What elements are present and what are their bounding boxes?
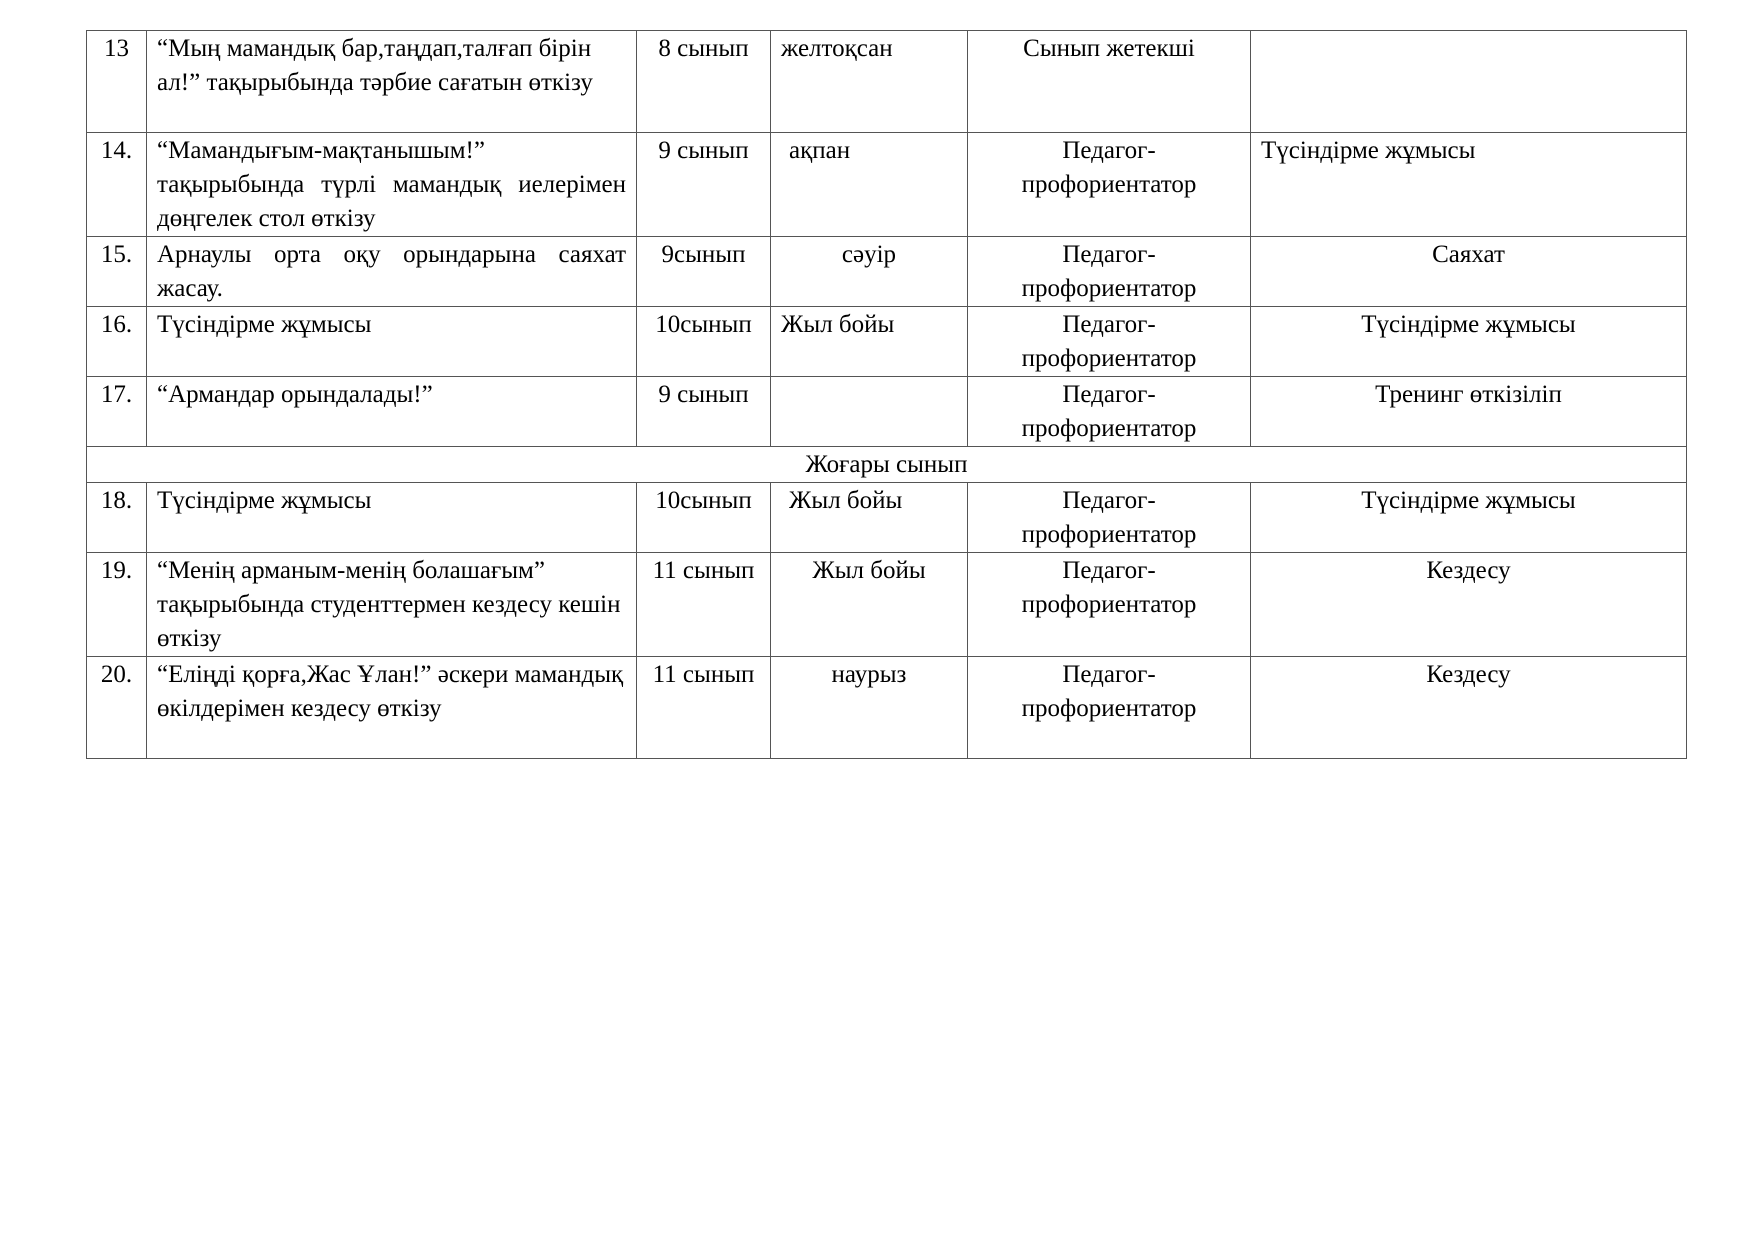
responsible-cell: Педагог-профориентатор [968, 377, 1251, 447]
form-cell: Кездесу [1251, 657, 1687, 759]
event-topic: “Еліңді қорға,Жас Ұлан!” әскери мамандық өкілдерімен кездесу өткізу [147, 657, 637, 759]
form-cell [1251, 31, 1687, 133]
table-row [87, 133, 1687, 237]
table-row [87, 237, 1687, 307]
row-number: 15. [87, 237, 147, 307]
time-cell: Жыл бойы [771, 483, 968, 553]
row-number: 17. [87, 377, 147, 447]
form-cell: Түсіндірме жұмысы [1251, 483, 1687, 553]
table-row [87, 553, 1687, 657]
section-header-row [87, 447, 1687, 483]
time-cell: наурыз [771, 657, 968, 759]
event-topic: “Менің арманым-менің болашағым” тақырыбында студенттермен кездесу кешін өткізу [147, 553, 637, 657]
grade-cell: 11 сынып [637, 553, 771, 657]
event-topic: Түсіндірме жұмысы [147, 483, 637, 553]
responsible-cell: Педагог-профориентатор [968, 133, 1251, 237]
responsible-cell: Педагог-профориентатор [968, 553, 1251, 657]
form-cell: Түсіндірме жұмысы [1251, 133, 1687, 237]
row-number: 16. [87, 307, 147, 377]
row-number: 18. [87, 483, 147, 553]
grade-cell: 9 сынып [637, 133, 771, 237]
document-page [86, 30, 1687, 759]
event-topic: “Мамандығым-мақтанышым!” тақырыбында түрлі мамандық иелерімен дөңгелек стол өткізу [147, 133, 637, 237]
table-row [87, 483, 1687, 553]
table-row [87, 377, 1687, 447]
time-cell: желтоқсан [771, 31, 968, 133]
row-number: 20. [87, 657, 147, 759]
table-row [87, 31, 1687, 133]
form-cell: Тренинг өткізіліп [1251, 377, 1687, 447]
row-number: 14. [87, 133, 147, 237]
grade-cell: 9 сынып [637, 377, 771, 447]
career-guidance-plan-table [86, 30, 1687, 759]
event-topic: Түсіндірме жұмысы [147, 307, 637, 377]
event-topic: “Армандар орындалады!” [147, 377, 637, 447]
grade-cell: 10сынып [637, 307, 771, 377]
responsible-cell: Сынып жетекші [968, 31, 1251, 133]
form-cell: Түсіндірме жұмысы [1251, 307, 1687, 377]
responsible-cell: Педагог-профориентатор [968, 657, 1251, 759]
responsible-cell: Педагог-профориентатор [968, 483, 1251, 553]
table-row [87, 307, 1687, 377]
responsible-cell: Педагог-профориентатор [968, 237, 1251, 307]
grade-cell: 10сынып [637, 483, 771, 553]
time-cell: сәуір [771, 237, 968, 307]
time-cell: ақпан [771, 133, 968, 237]
grade-cell: 9сынып [637, 237, 771, 307]
grade-cell: 11 сынып [637, 657, 771, 759]
time-cell [771, 377, 968, 447]
row-number: 13 [87, 31, 147, 133]
event-topic: “Мың мамандық бар,таңдап,талғап бірін ал!” тақырыбында тәрбие сағатын өткізу [147, 31, 637, 133]
section-title: Жоғары сынып [87, 447, 1687, 483]
responsible-cell: Педагог-профориентатор [968, 307, 1251, 377]
time-cell: Жыл бойы [771, 553, 968, 657]
form-cell: Кездесу [1251, 553, 1687, 657]
event-topic: Арнаулы орта оқу орындарына саяхат жасау. [147, 237, 637, 307]
table-row [87, 657, 1687, 759]
grade-cell: 8 сынып [637, 31, 771, 133]
row-number: 19. [87, 553, 147, 657]
time-cell: Жыл бойы [771, 307, 968, 377]
form-cell: Саяхат [1251, 237, 1687, 307]
